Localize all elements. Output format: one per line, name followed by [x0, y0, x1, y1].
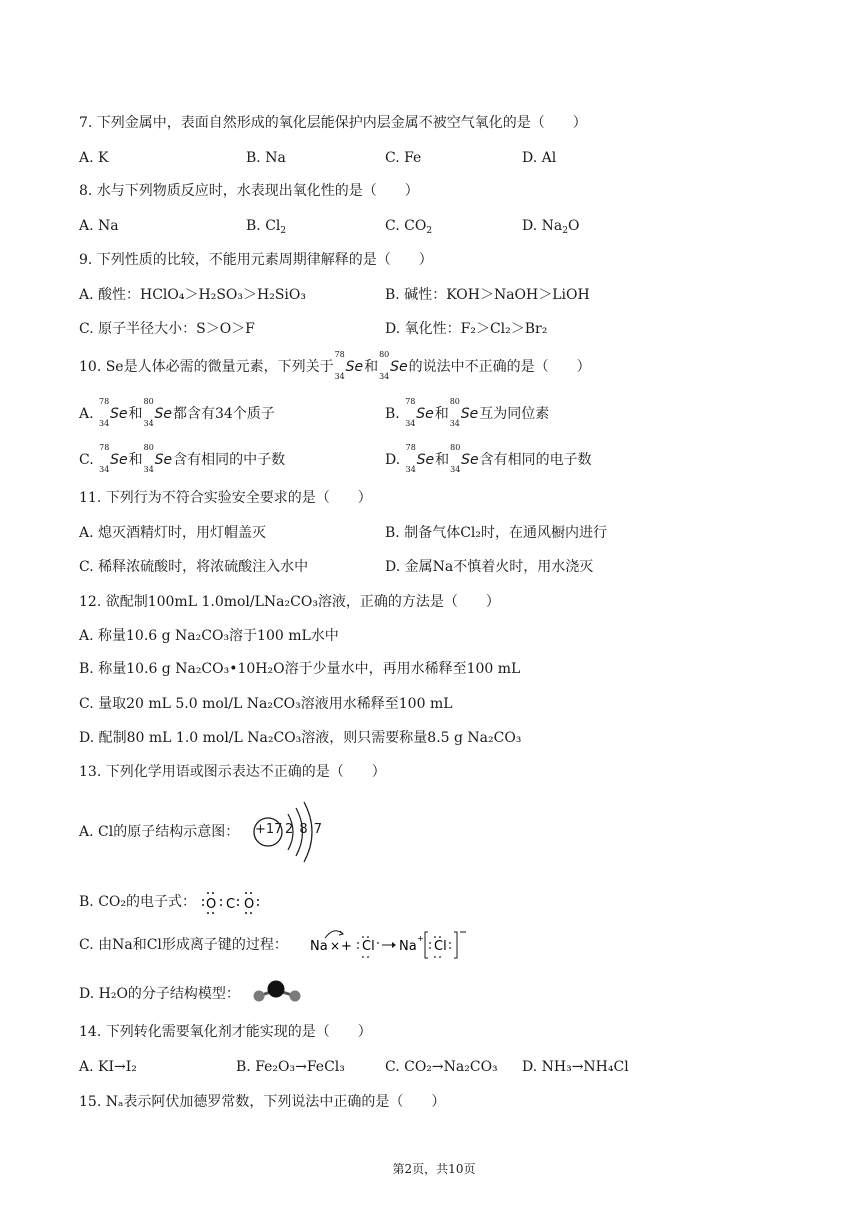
- h2o-ball-and-stick-model: [250, 978, 304, 1008]
- q7-option-b[interactable]: B. Na: [246, 150, 286, 166]
- q14-option-d[interactable]: D. NH₃→NH₄Cl: [522, 1059, 629, 1075]
- q12-stem: 12. 欲配制100mL 1.0mol/LNa₂CO₃溶液，正确的方法是（ ）: [79, 594, 500, 610]
- svg-text:+: +: [341, 939, 352, 954]
- q14-option-c[interactable]: C. CO₂→Na₂CO₃: [385, 1059, 498, 1075]
- q15-stem: 15. Nₐ表示阿伏加德罗常数，下列说法中正确的是（ ）: [79, 1094, 446, 1110]
- q10-option-a[interactable]: A. 78 34 Se和 80 34 Se都含有34个质子: [79, 397, 275, 428]
- svg-text:Cl: Cl: [362, 939, 375, 954]
- q11-option-b[interactable]: B. 制备气体Cl₂时，在通风橱内进行: [385, 525, 607, 541]
- q8-stem: 8. 水与下列物质反应时，水表现出氧化性的是（ ）: [79, 183, 419, 199]
- q7-stem: 7. 下列金属中，表面自然形成的氧化层能保护内层金属不被空气氧化的是（ ）: [79, 115, 587, 131]
- svg-text:×: ×: [330, 939, 341, 953]
- q14-option-b[interactable]: B. Fe₂O₃→FeCl₃: [236, 1059, 345, 1075]
- q8-option-d[interactable]: D. $Na_2O$: [522, 218, 580, 236]
- q11-option-a[interactable]: A. 熄灭酒精灯时，用灯帽盖灭: [79, 525, 267, 541]
- q8-option-c[interactable]: C. $CO_2$: [385, 218, 433, 236]
- q7-option-a[interactable]: A. K: [79, 150, 109, 166]
- q9-option-b[interactable]: B. 碱性：KOH＞NaOH＞LiOH: [385, 287, 590, 303]
- svg-text:Cl: Cl: [434, 939, 447, 954]
- q13-stem: 13. 下列化学用语或图示表达不正确的是（ ）: [79, 764, 386, 780]
- ionic-bond-formation-diagram: [310, 924, 470, 962]
- svg-text:O: O: [244, 897, 255, 912]
- q12-option-a[interactable]: A. 称量10.6 g Na₂CO₃溶于100 mL水中: [79, 628, 339, 644]
- svg-text:Na: Na: [310, 939, 328, 954]
- q11-stem: 11. 下列行为不符合实验安全要求的是（ ）: [79, 490, 372, 506]
- q9-stem: 9. 下列性质的比较，不能用元素周期律解释的是（ ）: [79, 252, 433, 268]
- nuclide-se78: 78 34 Se: [334, 350, 364, 381]
- q7-option-c[interactable]: C. Fe: [385, 150, 422, 166]
- q13-option-a[interactable]: A. Cl的原子结构示意图：: [79, 824, 240, 840]
- q10-stem: 10. Se是人体必需的微量元素，下列关于 78 34 Se和 80 34 Se的说法中不正确的是（ ）: [79, 350, 591, 381]
- svg-text:O: O: [206, 897, 217, 912]
- q13-option-d[interactable]: D. H₂O的分子结构模型：: [79, 986, 240, 1002]
- q7-option-d[interactable]: D. Al: [522, 150, 557, 166]
- co2-electron-formula: [200, 888, 270, 916]
- q11-option-c[interactable]: C. 稀释浓硫酸时，将浓硫酸注入水中: [79, 559, 309, 575]
- q14-stem: 14. 下列转化需要氧化剂才能实现的是（ ）: [79, 1024, 372, 1040]
- q13-option-b[interactable]: B. CO₂的电子式：: [79, 894, 196, 910]
- q10-option-d[interactable]: D. 78 34 Se和 80 34 Se含有相同的电子数: [385, 443, 592, 474]
- q12-option-b[interactable]: B. 称量10.6 g Na₂CO₃•10H₂O溶于少量水中，再用水稀释至100 mL: [79, 661, 521, 677]
- q9-option-c[interactable]: C. 原子半径大小：S＞O＞F: [79, 321, 255, 337]
- q9-option-a[interactable]: A. 酸性：HClO₄＞H₂SO₃＞H₂SiO₃: [79, 287, 306, 303]
- q10-option-c[interactable]: C. 78 34 Se和 80 34 Se含有相同的中子数: [79, 443, 286, 474]
- q11-option-d[interactable]: D. 金属Na不慎着火时，用水浇灭: [385, 559, 594, 575]
- cl-atom-structure-diagram: [248, 800, 328, 864]
- nucleus-label: +17: [255, 822, 283, 837]
- q8-option-b[interactable]: B. $Cl_2$: [246, 218, 287, 236]
- q13-option-c[interactable]: C. 由Na和Cl形成离子键的过程：: [79, 937, 288, 953]
- q14-option-a[interactable]: A. KI→I₂: [79, 1059, 137, 1075]
- svg-text:Na: Na: [399, 939, 417, 954]
- svg-text:C: C: [226, 897, 236, 912]
- shell-electrons-label: 2 8 7: [285, 822, 324, 837]
- svg-text:+: +: [417, 934, 424, 943]
- nuclide-se80: 80 34 Se: [379, 350, 408, 381]
- page-footer: 第2页，共10页: [392, 1162, 476, 1176]
- q10-option-b[interactable]: B. 78 34 Se和 80 34 Se互为同位素: [385, 397, 550, 428]
- q9-option-d[interactable]: D. 氧化性：F₂＞Cl₂＞Br₂: [385, 321, 548, 337]
- q12-option-c[interactable]: C. 量取20 mL 5.0 mol/L Na₂CO₃溶液用水稀释至100 mL: [79, 696, 453, 712]
- q12-option-d[interactable]: D. 配制80 mL 1.0 mol/L Na₂CO₃溶液，则只需要称量8.5 g Na₂CO₃: [79, 730, 522, 746]
- q8-option-a[interactable]: A. Na: [79, 218, 119, 234]
